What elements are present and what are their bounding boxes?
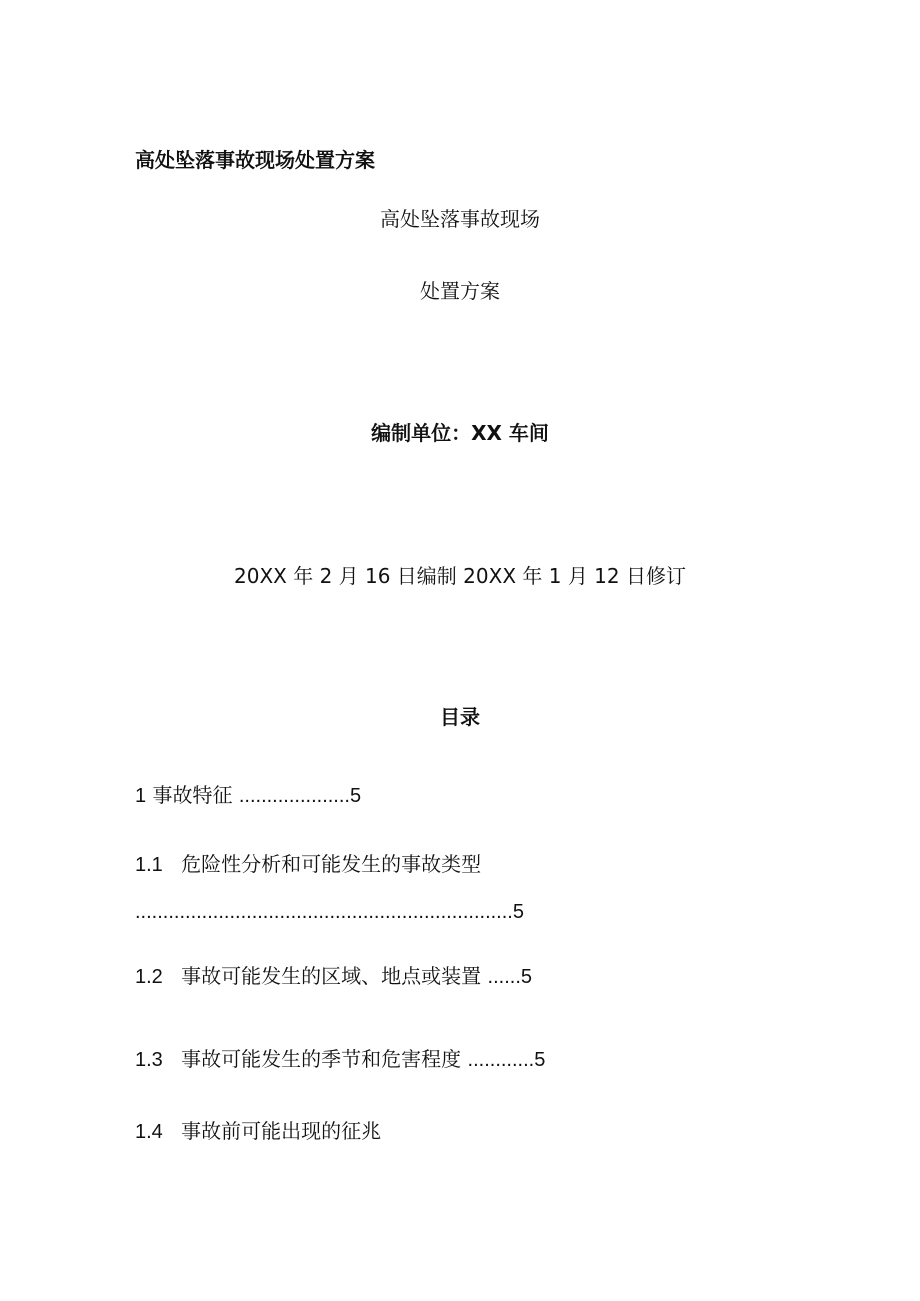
toc-entry-title: 事故前可能出现的征兆 xyxy=(181,1119,382,1143)
compiling-unit: 编制单位：XX 车间 xyxy=(371,421,549,445)
toc-entry-number: 1 xyxy=(135,785,147,807)
toc-entry[interactable] xyxy=(135,1121,381,1142)
toc-entry-number: 1.4 xyxy=(135,1121,163,1143)
document-header-title: 高处坠落事故现场处置方案 xyxy=(135,148,375,172)
toc-entry-number: 1.3 xyxy=(135,1049,163,1071)
toc-entry[interactable] xyxy=(135,966,532,987)
toc-entry-title: 事故可能发生的季节和危害程度 xyxy=(181,1047,462,1071)
toc-entry-leader: .................................................................... xyxy=(135,901,513,923)
toc-entry-title: 事故特征 xyxy=(152,783,233,807)
toc-entry-title: 危险性分析和可能发生的事故类型 xyxy=(181,852,482,876)
toc-entry-number: 1.1 xyxy=(135,854,163,876)
toc-entry-leader: ...... xyxy=(487,966,521,988)
cover-title-line-2: 处置方案 xyxy=(420,279,500,303)
toc-entry-page: 5 xyxy=(520,966,532,988)
toc-entry-page: 5 xyxy=(534,1049,546,1071)
cover-title-line-1: 高处坠落事故现场 xyxy=(380,207,540,231)
toc-entry[interactable] xyxy=(135,854,481,875)
toc-entry-title: 事故可能发生的区域、地点或装置 xyxy=(181,964,482,988)
toc-entry-leader: ............ xyxy=(467,1049,535,1071)
compile-revision-dates: 20XX 年 2 月 16 日编制 20XX 年 1 月 12 日修订 xyxy=(234,564,686,588)
toc-entry-page: 5 xyxy=(512,901,524,923)
toc-entry-continuation[interactable] xyxy=(135,901,524,922)
toc-entry[interactable] xyxy=(135,785,361,806)
toc-entry[interactable] xyxy=(135,1049,545,1070)
toc-heading: 目录 xyxy=(440,705,480,729)
toc-entry-page: 5 xyxy=(349,785,362,807)
toc-entry-number: 1.2 xyxy=(135,966,163,988)
toc-entry-leader: .................... xyxy=(238,785,350,807)
